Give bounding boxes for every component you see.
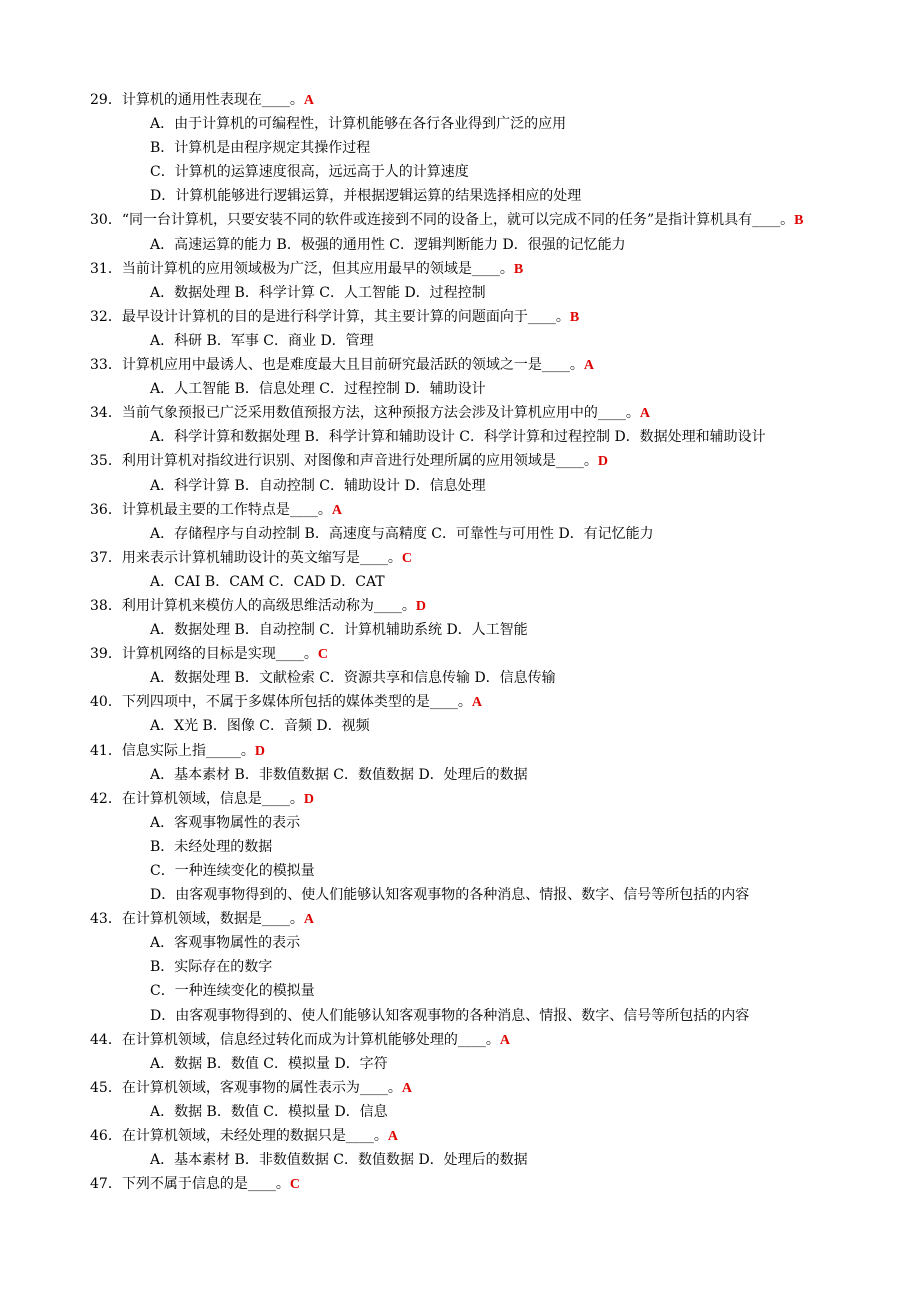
question-text: 下列四项中，不属于多媒体所包括的媒体类型的是____。 bbox=[121, 694, 472, 711]
question-text: 在计算机领域，未经处理的数据只是____。 bbox=[121, 1128, 388, 1145]
answer-options: A．X光 B．图像 C．音频 D．视频 bbox=[150, 718, 370, 735]
answer-options: C．一种连续变化的模拟量 bbox=[150, 983, 315, 1000]
question-text: 在计算机领域，数据是____。 bbox=[121, 911, 304, 928]
question-number: 46． bbox=[90, 1128, 122, 1145]
answer-key: A bbox=[639, 406, 650, 422]
question-text: 计算机网络的目标是实现____。 bbox=[121, 646, 318, 663]
question-number: 35． bbox=[90, 453, 122, 470]
answer-key: D bbox=[597, 454, 608, 470]
question-number: 32． bbox=[90, 308, 122, 325]
question-stem bbox=[0, 546, 920, 570]
answer-options: A．科学计算 B．自动控制 C．辅助设计 D．信息处理 bbox=[150, 477, 486, 494]
answer-key: C bbox=[317, 647, 328, 663]
answer-key: B bbox=[794, 213, 804, 229]
question-stem bbox=[0, 88, 920, 112]
answer-options: D．由客观事物得到的、使人们能够认知客观事物的各种消息、情报、数字、信号等所包括的内容 bbox=[150, 1007, 750, 1024]
question-number: 31． bbox=[90, 260, 122, 277]
answer-options: A．由于计算机的可编程性，计算机能够在各行各业得到广泛的应用 bbox=[150, 116, 567, 133]
question-stem bbox=[0, 208, 920, 232]
answer-options: A．基本素材 B．非数值数据 C．数值数据 D．处理后的数据 bbox=[150, 1152, 528, 1169]
answer-key: D bbox=[303, 791, 314, 807]
question-text: 计算机最主要的工作特点是____。 bbox=[121, 501, 332, 518]
question-stem bbox=[0, 498, 920, 522]
answer-options: B．未经处理的数据 bbox=[150, 838, 273, 855]
question-text: 利用计算机来模仿人的高级思维活动称为____。 bbox=[121, 597, 416, 614]
answer-key: A bbox=[387, 1129, 398, 1145]
question-stem bbox=[0, 449, 920, 473]
answer-options: A．科研 B．军事 C．商业 D．管理 bbox=[150, 332, 374, 349]
question-stem bbox=[0, 739, 920, 763]
question-text: 在计算机领域，信息经过转化而成为计算机能够处理的____。 bbox=[121, 1031, 500, 1048]
answer-options: A．CAI B．CAM C．CAD D．CAT bbox=[150, 573, 385, 590]
question-stem bbox=[0, 594, 920, 618]
question-text: 用来表示计算机辅助设计的英文缩写是____。 bbox=[121, 549, 402, 566]
question-number: 47． bbox=[90, 1176, 122, 1193]
question-number: 45． bbox=[90, 1079, 122, 1096]
answer-options: D．计算机能够进行逻辑运算，并根据逻辑运算的结果选择相应的处理 bbox=[150, 188, 582, 205]
answer-key: A bbox=[331, 502, 342, 518]
question-number: 40． bbox=[90, 694, 122, 711]
question-number: 38． bbox=[90, 597, 122, 614]
question-text: 计算机的通用性表现在____。 bbox=[121, 92, 304, 108]
question-stem bbox=[0, 1124, 920, 1148]
question-stem bbox=[0, 907, 920, 931]
question-list bbox=[0, 88, 920, 1196]
answer-key: D bbox=[254, 743, 265, 759]
question-stem bbox=[0, 257, 920, 281]
answer-options: C．计算机的运算速度很高，远远高于人的计算速度 bbox=[150, 164, 469, 181]
question-number: 39． bbox=[90, 646, 122, 663]
question-number: 43． bbox=[90, 911, 122, 928]
answer-key: A bbox=[499, 1032, 510, 1048]
question-text: 当前计算机的应用领域极为广泛，但其应用最早的领域是____。 bbox=[121, 260, 514, 277]
question-text: 下列不属于信息的是____。 bbox=[121, 1176, 290, 1193]
question-stem bbox=[0, 787, 920, 811]
answer-options: A．数据处理 B．自动控制 C．计算机辅助系统 D．人工智能 bbox=[150, 622, 528, 639]
answer-key: B bbox=[569, 309, 580, 325]
answer-key: A bbox=[303, 93, 314, 108]
answer-options: A．人工智能 B．信息处理 C．过程控制 D．辅助设计 bbox=[150, 381, 486, 398]
answer-options: A．基本素材 B．非数值数据 C．数值数据 D．处理后的数据 bbox=[150, 766, 528, 783]
question-number: 42． bbox=[90, 790, 122, 807]
question-stem bbox=[0, 305, 920, 329]
question-stem bbox=[0, 690, 920, 714]
answer-key: B bbox=[513, 261, 524, 277]
question-text: “同一台计算机，只要安装不同的软件或连接到不同的设备上，就可以完成不同的任务”是指计算机具有____。 bbox=[121, 212, 795, 229]
answer-key: C bbox=[289, 1177, 300, 1193]
question-text: 在计算机领域，信息是____。 bbox=[121, 790, 304, 807]
answer-options: A．客观事物属性的表示 bbox=[150, 814, 301, 831]
question-stem bbox=[0, 1076, 920, 1100]
question-number: 41． bbox=[90, 742, 122, 759]
question-text: 利用计算机对指纹进行识别、对图像和声音进行处理所属的应用领域是____。 bbox=[121, 453, 598, 470]
question-text: 在计算机领域，客观事物的属性表示为____。 bbox=[121, 1079, 402, 1096]
answer-options: A．存储程序与自动控制 B．高速度与高精度 C．可靠性与可用性 D．有记忆能力 bbox=[150, 525, 654, 542]
question-stem bbox=[0, 401, 920, 425]
question-number: 37． bbox=[90, 549, 122, 566]
question-number: 34． bbox=[90, 405, 122, 422]
answer-options: D．由客观事物得到的、使人们能够认知客观事物的各种消息、情报、数字、信号等所包括的内容 bbox=[150, 887, 750, 904]
answer-options: A．数据处理 B．文献检索 C．资源共享和信息传输 D．信息传输 bbox=[150, 670, 556, 687]
answer-options: A．数据 B．数值 C．模拟量 D．字符 bbox=[150, 1055, 388, 1072]
question-stem bbox=[0, 353, 920, 377]
answer-options: A．数据 B．数值 C．模拟量 D．信息 bbox=[150, 1103, 388, 1120]
question-number: 36． bbox=[90, 501, 122, 518]
answer-options: A．高速运算的能力 B．极强的通用性 C．逻辑判断能力 D．很强的记忆能力 bbox=[150, 236, 626, 253]
question-stem bbox=[0, 1172, 920, 1196]
answer-options: B．实际存在的数字 bbox=[150, 959, 273, 976]
answer-options: A．客观事物属性的表示 bbox=[150, 935, 301, 952]
answer-options: C．一种连续变化的模拟量 bbox=[150, 863, 315, 879]
answer-key: A bbox=[401, 1080, 412, 1096]
answer-key: A bbox=[471, 695, 482, 711]
answer-key: C bbox=[401, 550, 412, 566]
answer-options: B．计算机是由程序规定其操作过程 bbox=[150, 140, 371, 157]
answer-options: A．数据处理 B．科学计算 C．人工智能 D．过程控制 bbox=[150, 284, 486, 301]
question-number: 33． bbox=[90, 357, 122, 374]
question-text: 最早设计计算机的目的是进行科学计算，其主要计算的问题面向于____。 bbox=[121, 308, 570, 325]
question-text: 信息实际上指_____。 bbox=[121, 742, 255, 759]
question-text: 计算机应用中最诱人、也是难度最大且目前研究最活跃的领域之一是____。 bbox=[121, 357, 584, 374]
answer-key: A bbox=[303, 912, 314, 928]
question-stem bbox=[0, 1028, 920, 1052]
answer-options: A．科学计算和数据处理 B．科学计算和辅助设计 C．科学计算和过程控制 D．数据处理和辅助设计 bbox=[150, 429, 766, 446]
question-number: 30． bbox=[90, 212, 122, 229]
question-number: 44． bbox=[90, 1031, 122, 1048]
question-stem bbox=[0, 642, 920, 666]
question-number: 29． bbox=[90, 92, 122, 108]
answer-key: A bbox=[583, 358, 594, 374]
answer-key: D bbox=[415, 598, 426, 614]
question-text: 当前气象预报已广泛采用数值预报方法，这种预报方法会涉及计算机应用中的____。 bbox=[121, 405, 640, 422]
